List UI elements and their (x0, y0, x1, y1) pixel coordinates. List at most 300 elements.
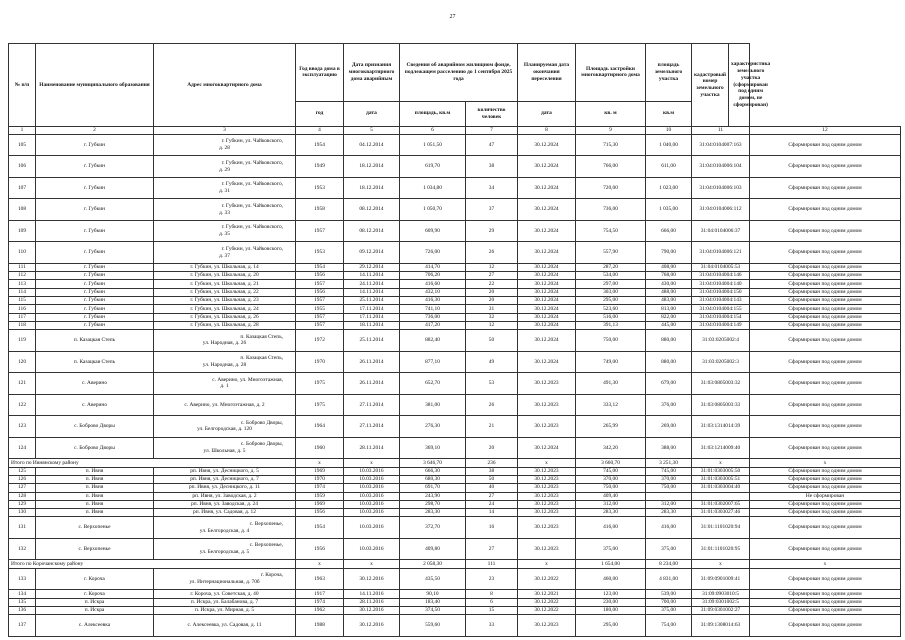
resettlement-end: 30.12.2024 (518, 263, 576, 271)
address: рп. Ивня, ул. Заводская, д. 2 (154, 492, 296, 500)
building-area: 720,00 (576, 177, 646, 199)
municipality: с. Аверино (36, 373, 154, 395)
land-area: 1 035,00 (646, 199, 692, 221)
resettlement-end: 30.12.2023 (518, 538, 576, 560)
year: 1969 (296, 500, 344, 508)
table-row (9, 394, 901, 416)
table-row (9, 416, 901, 438)
cadastral-number: 31:09:0301002:5 (692, 598, 750, 606)
municipality: п. Искра (36, 598, 154, 606)
table-row (9, 134, 901, 156)
building-area: 534,00 (576, 272, 646, 280)
land-area: 1 040,00 (646, 134, 692, 156)
people-count: 27 (466, 272, 518, 280)
emergency-date: 10.03.2016 (344, 467, 400, 475)
area: 619,70 (400, 156, 466, 178)
resettlement-end: 30.12.2024 (518, 313, 576, 321)
cadastral-number: х (692, 560, 750, 569)
row-number: 130 (9, 509, 36, 517)
address: г. Короча, ул. Интернациональная, д. 70б (154, 568, 296, 590)
year: 1960 (296, 437, 344, 459)
building-area: 1 654,00 (576, 560, 646, 569)
land-characteristic: Сформирован под одним домом (750, 280, 901, 288)
cadastral-number: 31:03:1214009:40 (692, 437, 750, 459)
land-area: 4 831,00 (646, 568, 692, 590)
year: 1957 (296, 313, 344, 321)
land-characteristic: Сформирован под одним домом (750, 607, 901, 615)
row-number: 127 (9, 484, 36, 492)
address: с. Верхопенье, ул. Белгородская, д. 5 (154, 538, 296, 560)
row-number: 107 (9, 177, 36, 199)
people-count: 53 (466, 373, 518, 395)
row-number: 105 (9, 134, 36, 156)
cadastral-number: 31:04:0104004:140 (692, 280, 750, 288)
row-number: 123 (9, 416, 36, 438)
table-row (9, 272, 901, 280)
emergency-date: 30.12.2016 (344, 568, 400, 590)
row-number: 134 (9, 590, 36, 598)
municipality: г. Губкин (36, 313, 154, 321)
resettlement-end: 30.12.2024 (518, 321, 576, 329)
column-index: 7 (466, 127, 518, 135)
cadastral-number: 31:01:0303005:51 (692, 475, 750, 483)
building-area: 312,00 (576, 500, 646, 508)
area: 1 034,80 (400, 177, 466, 199)
table-row (9, 373, 901, 395)
resettlement-end: 30.12.2022 (518, 607, 576, 615)
cadastral-number (692, 492, 750, 500)
year: х (296, 560, 344, 569)
land-area: 388,00 (646, 437, 692, 459)
land-characteristic: Сформирован под одним домом (750, 263, 901, 271)
column-index: 1 (9, 127, 36, 135)
area: 435,50 (400, 568, 466, 590)
land-characteristic: Сформирован под одним домом (750, 538, 901, 560)
emergency-date: 10.03.2016 (344, 509, 400, 517)
year: 1975 (296, 394, 344, 416)
row-number: 118 (9, 321, 36, 329)
table-row (9, 517, 901, 539)
municipality: с. Алексеевка (36, 615, 154, 637)
land-characteristic: Сформирован под одним домом (750, 500, 901, 508)
municipality: г. Короча (36, 590, 154, 598)
land-characteristic: Сформирован под одним домом (750, 517, 901, 539)
cadastral-number: 31:01:1101020:95 (692, 538, 750, 560)
people-count: 236 (466, 459, 518, 468)
land-characteristic: Сформирован под одним домом (750, 199, 901, 221)
row-number: 120 (9, 351, 36, 373)
year: 1957 (296, 321, 344, 329)
year: 1949 (296, 156, 344, 178)
year: 1970 (296, 351, 344, 373)
cadastral-number: 31:09:1308014:63 (692, 615, 750, 637)
address: г. Короча, ул. Советская, д. 40 (154, 590, 296, 598)
cadastral-number: 31:09:0903010:5 (692, 590, 750, 598)
header-cell: площадь земельного участка (646, 44, 692, 102)
land-characteristic: Сформирован под одним домом (750, 598, 901, 606)
resettlement-end: 30.12.2024 (518, 134, 576, 156)
municipality: п. Ивня (36, 475, 154, 483)
municipality: г. Губкин (36, 296, 154, 304)
people-count: 16 (466, 517, 518, 539)
area: 706,20 (400, 272, 466, 280)
building-area: 516,00 (576, 313, 646, 321)
year: 1954 (296, 517, 344, 539)
building-area: 523,60 (576, 305, 646, 313)
building-area: 749,00 (576, 351, 646, 373)
area: 882,40 (400, 330, 466, 352)
row-number: 121 (9, 373, 36, 395)
cadastral-number: 31:09:0301002:27 (692, 607, 750, 615)
land-area: 283,30 (646, 509, 692, 517)
emergency-date: 18.12.2014 (344, 177, 400, 199)
area: 3 646,70 (400, 459, 466, 468)
land-characteristic: х (750, 560, 901, 569)
year: 1957 (296, 280, 344, 288)
building-area: 460,00 (576, 568, 646, 590)
table-header (9, 44, 901, 135)
address: с. Аверино, ул. Многоэтажная, д. 2 (154, 394, 296, 416)
land-area: 8 234,00 (646, 560, 692, 569)
address: с. Алексеевка, ул. Садовая, д. 11 (154, 615, 296, 637)
header-cell: Год ввода дома в эксплуатацию (296, 44, 344, 102)
building-area: 736,00 (576, 199, 646, 221)
people-count: 12 (466, 321, 518, 329)
table-row (9, 484, 901, 492)
row-number: 129 (9, 500, 36, 508)
resettlement-end: 30.12.2023 (518, 373, 576, 395)
building-area: 754,50 (576, 220, 646, 242)
building-area: 287,20 (576, 263, 646, 271)
area: 666,30 (400, 467, 466, 475)
table-row (9, 280, 901, 288)
land-area: 539,00 (646, 590, 692, 598)
address: г. Губкин, ул. Чайковского, д. 29 (154, 156, 296, 178)
people-count: 26 (466, 394, 518, 416)
address: рп. Ивня, ул. Десницкого, д. 11 (154, 484, 296, 492)
emergency-date: 26.11.2014 (344, 351, 400, 373)
table-row (9, 475, 901, 483)
address: п. Искра, ул. Балабанова, д. 7 (154, 598, 296, 606)
address: рп. Ивня, ул. Заводская, д. 24 (154, 500, 296, 508)
row-number: 115 (9, 296, 36, 304)
row-number: 132 (9, 538, 36, 560)
people-count: 38 (466, 467, 518, 475)
cadastral-number: 31:04:0104005:53 (692, 263, 750, 271)
municipality: с. Аверино (36, 394, 154, 416)
people-count: 47 (466, 134, 518, 156)
area: 372,70 (400, 517, 466, 539)
people-count: 6 (466, 598, 518, 606)
municipality: с. Верхопенье (36, 538, 154, 560)
row-number: 110 (9, 242, 36, 264)
header-cell: кв.м (646, 101, 692, 126)
emergency-date: 10.03.2016 (344, 538, 400, 560)
year: 1959 (296, 492, 344, 500)
people-count: 15 (466, 607, 518, 615)
address: п. Казацкая Степь, ул. Народная, д. 26 (154, 330, 296, 352)
resettlement-end: 30.12.2024 (518, 280, 576, 288)
area: 90,10 (400, 590, 466, 598)
land-area: 488,00 (646, 288, 692, 296)
header-cell: Наименование муниципального образования (36, 44, 154, 127)
building-area: 295,00 (576, 615, 646, 637)
address: г. Губкин, ул. Чайковского, д. 28 (154, 134, 296, 156)
area: 726,00 (400, 242, 466, 264)
land-characteristic: Сформирован под одним домом (750, 590, 901, 598)
column-index: 8 (518, 127, 576, 135)
year: 1954 (296, 263, 344, 271)
building-area: 750,00 (576, 484, 646, 492)
address: г. Губкин, ул. Школьная, д. 26 (154, 313, 296, 321)
municipality: г. Короча (36, 568, 154, 590)
table-row (9, 568, 901, 590)
header-cell: № п/п (9, 44, 36, 127)
address: г. Губкин, ул. Чайковского, д. 33 (154, 199, 296, 221)
table-row (9, 607, 901, 615)
land-characteristic: Сформирован под одним домом (750, 134, 901, 156)
table-row (9, 538, 901, 560)
emergency-date: 10.03.2016 (344, 492, 400, 500)
building-area: 230,00 (576, 598, 646, 606)
emergency-date: х (344, 560, 400, 569)
resettlement-end: 30.12.2024 (518, 288, 576, 296)
emergency-date: 18.12.2014 (344, 156, 400, 178)
header-cell: Планируемая дата окончания переселения (518, 44, 576, 102)
land-characteristic: Сформирован под одним домом (750, 242, 901, 264)
table-row (9, 296, 901, 304)
land-area: 666,00 (646, 220, 692, 242)
area: 741,10 (400, 305, 466, 313)
emergency-date: х (344, 459, 400, 468)
land-characteristic: Сформирован под одним домом (750, 288, 901, 296)
column-index: 2 (36, 127, 154, 135)
resettlement-end: 30.12.2024 (518, 330, 576, 352)
table-row (9, 305, 901, 313)
total-row (9, 560, 901, 569)
resettlement-end: 30.12.2024 (518, 305, 576, 313)
cadastral-number: 31:03:0205002:4 (692, 330, 750, 352)
emergency-date: 24.11.2014 (344, 280, 400, 288)
area: 409,80 (400, 538, 466, 560)
address: с. Боброво Дворы, ул. Белгородская, д. 120 (154, 416, 296, 438)
building-area: 391,13 (576, 321, 646, 329)
land-area: 745,00 (646, 467, 692, 475)
address: г. Губкин, ул. Школьная, д. 21 (154, 280, 296, 288)
row-number: 135 (9, 598, 36, 606)
building-area: 303,00 (576, 288, 646, 296)
year: 1957 (296, 296, 344, 304)
emergency-date: 04.12.2014 (344, 134, 400, 156)
municipality: г. Губкин (36, 321, 154, 329)
column-index: 6 (400, 127, 466, 135)
resettlement-end: 30.12.2023 (518, 484, 576, 492)
land-area: 370,00 (646, 475, 692, 483)
table-row (9, 288, 901, 296)
emergency-date: 17.11.2014 (344, 305, 400, 313)
table-row (9, 598, 901, 606)
area: 1 050,70 (400, 199, 466, 221)
resettlement-end: 30.12.2022 (518, 598, 576, 606)
people-count: 20 (466, 288, 518, 296)
municipality: п. Ивня (36, 500, 154, 508)
land-characteristic: Сформирован под одним домом (750, 615, 901, 637)
land-area: 376,00 (646, 394, 692, 416)
table-row (9, 467, 901, 475)
cadastral-number: 31:01:0303004:40 (692, 484, 750, 492)
cadastral-number: 31:04:0104006:121 (692, 242, 750, 264)
cadastral-number: 31:01:0303005:50 (692, 467, 750, 475)
table-row (9, 351, 901, 373)
area: 432,10 (400, 288, 466, 296)
address: г. Губкин, ул. Школьная, д. 22 (154, 288, 296, 296)
cadastral-number: 31:04:0104006:104 (692, 156, 750, 178)
header-cell: Площадь застройки многоквартирного дома (576, 44, 646, 102)
municipality: г. Губкин (36, 288, 154, 296)
address: г. Губкин, ул. Школьная, д. 14 (154, 263, 296, 271)
municipality: г. Губкин (36, 263, 154, 271)
people-count: 33 (466, 615, 518, 637)
municipality: п. Казацкая Степь (36, 330, 154, 352)
land-area: 375,00 (646, 538, 692, 560)
table-row (9, 500, 901, 508)
emergency-date: 18.11.2014 (344, 321, 400, 329)
row-number: 119 (9, 330, 36, 352)
year: 1956 (296, 538, 344, 560)
people-count: 20 (466, 437, 518, 459)
area: 183,40 (400, 598, 466, 606)
column-index: 9 (576, 127, 646, 135)
row-number: 106 (9, 156, 36, 178)
municipality: г. Губкин (36, 134, 154, 156)
row-number: 128 (9, 492, 36, 500)
address: г. Губкин, ул. Чайковского, д. 31 (154, 177, 296, 199)
land-characteristic: Сформирован под одним домом (750, 177, 901, 199)
resettlement-end: 30.12.2024 (518, 199, 576, 221)
row-number: 124 (9, 437, 36, 459)
building-area: 715,30 (576, 134, 646, 156)
building-area: 342,20 (576, 437, 646, 459)
land-area: 880,00 (646, 330, 692, 352)
table-row (9, 590, 901, 598)
emergency-date: 08.12.2014 (344, 199, 400, 221)
cadastral-number: 31:04:0104006:112 (692, 199, 750, 221)
municipality: г. Губкин (36, 156, 154, 178)
cadastral-number: 31:09:0901009:41 (692, 568, 750, 590)
area: 243,90 (400, 492, 466, 500)
total-label: Итого по Ивнянскому району (9, 459, 296, 468)
land-area: 880,00 (646, 351, 692, 373)
address: п. Казацкая Степь, ул. Народная, д. 28 (154, 351, 296, 373)
resettlement-end: 30.12.2022 (518, 568, 576, 590)
header-cell: Дата признания многоквартирного дома аварийным (344, 44, 400, 102)
people-count: 24 (466, 500, 518, 508)
people-count: 26 (466, 242, 518, 264)
area: 736,00 (400, 313, 466, 321)
municipality: с. Боброво Дворы (36, 437, 154, 459)
table-row (9, 330, 901, 352)
page-number: 27 (449, 14, 456, 20)
cadastral-number: 31:04:0104006:103 (692, 177, 750, 199)
header-cadastral: кадастровый номер земельного участка (692, 44, 729, 126)
land-characteristic: Сформирован под одним домом (750, 373, 901, 395)
land-area: 416,00 (646, 517, 692, 539)
address: г. Губкин, ул. Школьная, д. 24 (154, 305, 296, 313)
address: г. Губкин, ул. Чайковского, д. 37 (154, 242, 296, 264)
table-row (9, 492, 901, 500)
year: 1953 (296, 177, 344, 199)
cadastral-number: 31:04:0104004:150 (692, 288, 750, 296)
land-characteristic: Сформирован под одним домом (750, 394, 901, 416)
year: х (296, 459, 344, 468)
people-count: 38 (466, 156, 518, 178)
municipality: г. Губкин (36, 305, 154, 313)
emergency-date: 28.11.2016 (344, 598, 400, 606)
land-area: 3 251,30 (646, 459, 692, 468)
area: 2 058,30 (400, 560, 466, 569)
land-characteristic: Сформирован под одним домом (750, 416, 901, 438)
municipality: г. Губкин (36, 177, 154, 199)
year: 1917 (296, 590, 344, 598)
land-characteristic: Сформирован под одним домом (750, 330, 901, 352)
land-characteristic: Сформирован под одним домом (750, 156, 901, 178)
emergency-date: 10.03.2016 (344, 517, 400, 539)
resettlement-end: 30.12.2024 (518, 156, 576, 178)
building-area: 745,00 (576, 467, 646, 475)
resettlement-end: 30.12.2024 (518, 177, 576, 199)
cadastral-number: 31:04:0104004:149 (692, 321, 750, 329)
land-characteristic: Сформирован под одним домом (750, 220, 901, 242)
land-area: 768,00 (646, 272, 692, 280)
cadastral-number: 31:03:1314014:39 (692, 416, 750, 438)
building-area: 409,40 (576, 492, 646, 500)
area: 416,60 (400, 280, 466, 288)
year: 1969 (296, 467, 344, 475)
year: 1958 (296, 199, 344, 221)
municipality: г. Губкин (36, 280, 154, 288)
address: рп. Ивня, ул. Садовая, д. 12 (154, 509, 296, 517)
building-area: 416,00 (576, 517, 646, 539)
cadastral-number: 31:04:0104007:163 (692, 134, 750, 156)
row-number: 111 (9, 263, 36, 271)
cadastral-number: 31:01:1101020:94 (692, 517, 750, 539)
people-count: 50 (466, 330, 518, 352)
row-number: 112 (9, 272, 36, 280)
year: 1956 (296, 509, 344, 517)
header-cell: площадь, кв.м (400, 101, 466, 126)
header-cell (692, 44, 771, 127)
column-index: 10 (646, 127, 692, 135)
resettlement-end: 30.12.2023 (518, 475, 576, 483)
row-number: 114 (9, 288, 36, 296)
year: 1970 (296, 475, 344, 483)
people-count: 31 (466, 305, 518, 313)
emergency-date: 09.12.2014 (344, 242, 400, 264)
emergency-date: 17.11.2014 (344, 313, 400, 321)
address: рп. Ивня, ул. Десницкого, д. 7 (154, 475, 296, 483)
year: 1988 (296, 615, 344, 637)
people-count: 20 (466, 296, 518, 304)
cadastral-number: 31:03:0205002:3 (692, 351, 750, 373)
land-area: 408,00 (646, 263, 692, 271)
people-count: 12 (466, 263, 518, 271)
people-count: 23 (466, 568, 518, 590)
area: 559,60 (400, 615, 466, 637)
building-area: 295,00 (576, 296, 646, 304)
address: г. Губкин, ул. Чайковского, д. 35 (154, 220, 296, 242)
people-count: 27 (466, 492, 518, 500)
address: с. Аверино, ул. Многоэтажная, д. 1 (154, 373, 296, 395)
